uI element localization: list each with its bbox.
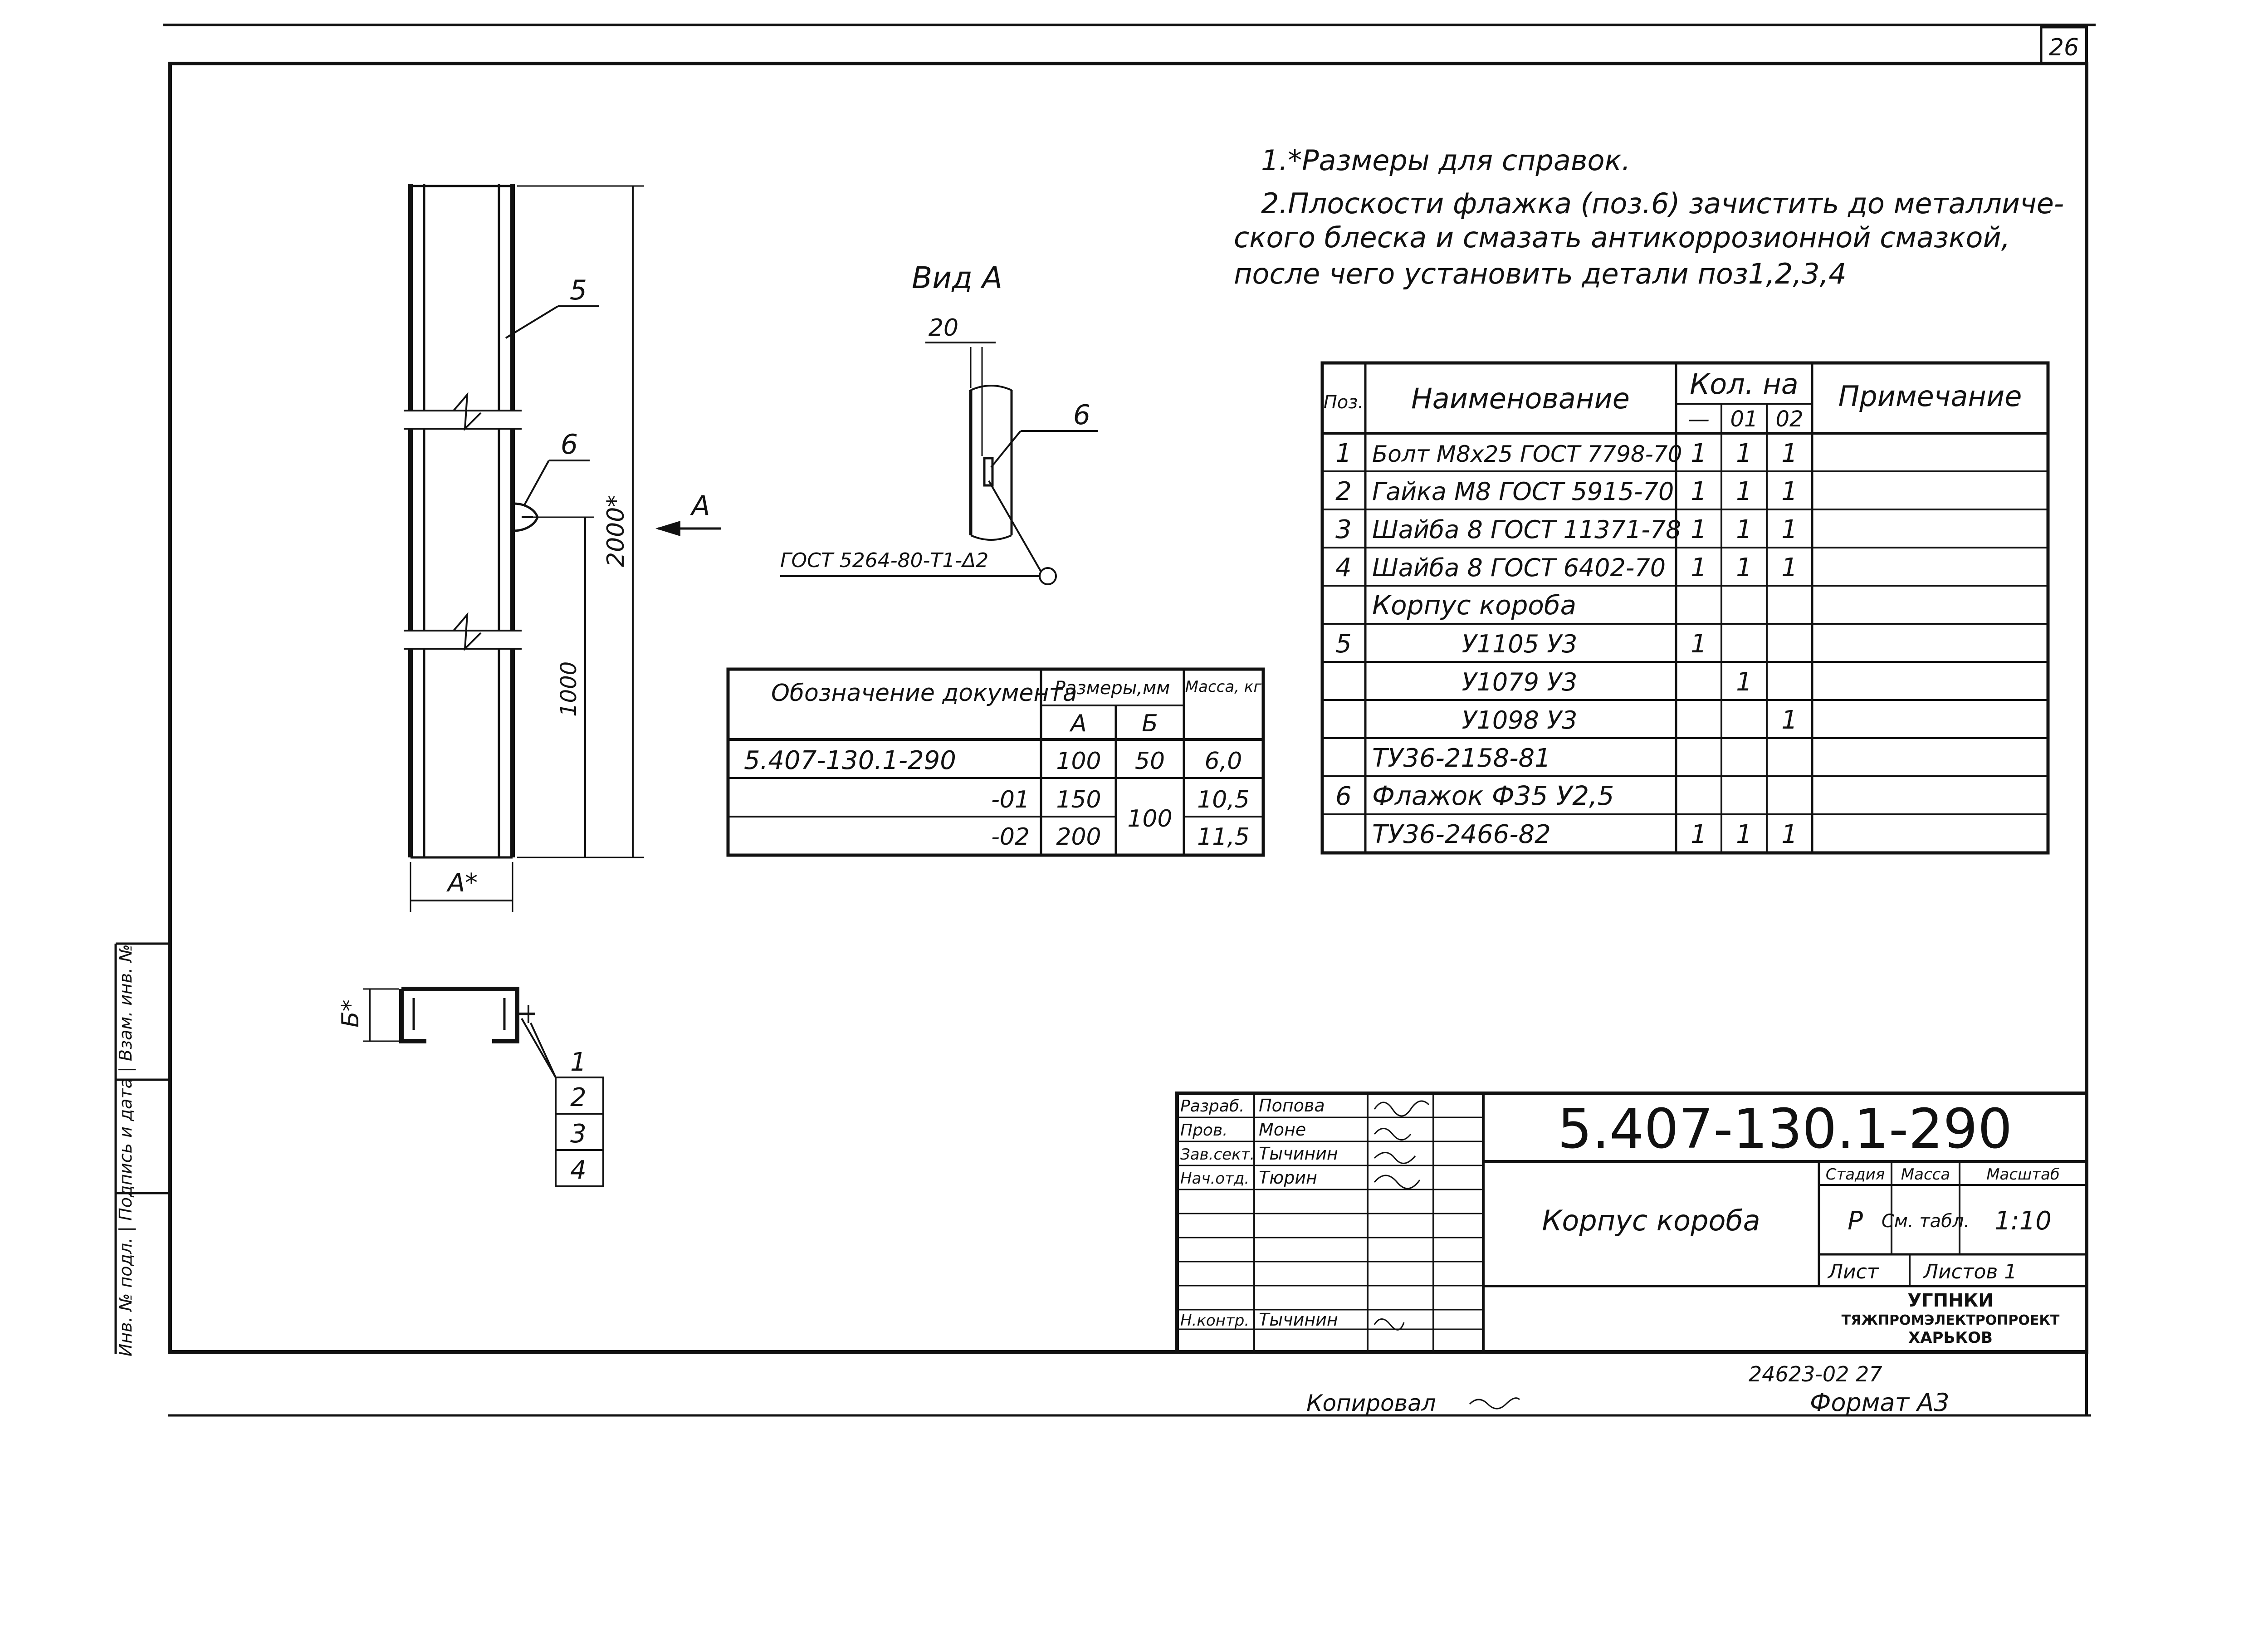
sign-role-4: Нач.отд. [1180, 1170, 1250, 1188]
size-row-3-designation: -02 [991, 823, 1030, 851]
sheets-label: Листов 1 [1923, 1260, 2017, 1283]
note-line-4: после чего установить детали поз1,2,3,4 [1234, 257, 1847, 290]
parts-pos-4: 4 [1335, 553, 1352, 582]
org-line-2: ТЯЖПРОМЭЛЕКТРОПРОЕКТ [1841, 1312, 2060, 1328]
parts-name-4: Шайба 8 ГОСТ 6402-70 [1372, 553, 1666, 582]
doc-number: 5.407-130.1-290 [1557, 1098, 2013, 1161]
size-row-3-a: 200 [1056, 823, 1101, 851]
callout-3: 3 [570, 1119, 587, 1149]
parts-name-5: Корпус короба [1372, 590, 1577, 621]
dim-1000: 1000 [556, 661, 582, 717]
note-line-2: 2.Плоскости флажка (поз.6) зачистить до металличе- [1261, 187, 2064, 220]
parts-h-qty-1: 01 [1730, 406, 1758, 432]
part-name: Корпус короба [1542, 1204, 1760, 1237]
sheet-label: Лист [1828, 1260, 1879, 1283]
parts-q2-1: 1 [1781, 439, 1798, 468]
parts-q1-7: 1 [1736, 667, 1752, 697]
dim-b: Б* [337, 999, 364, 1028]
section-view [337, 989, 603, 1186]
parts-name-6: У1105 У3 [1461, 630, 1578, 658]
parts-q2-4: 1 [1781, 553, 1798, 582]
view-a [780, 260, 1098, 584]
callout-4: 4 [570, 1155, 587, 1185]
sign-role-2: Пров. [1180, 1121, 1228, 1140]
sign-role-1: Разраб. [1180, 1097, 1245, 1116]
scale-value: 1:10 [1994, 1206, 2052, 1236]
parts-name-10: Флажок Ф35 У2,5 [1372, 780, 1614, 811]
parts-table [1322, 363, 2048, 853]
h-stage: Стадия [1825, 1165, 1885, 1184]
h-scale: Масштаб [1986, 1165, 2060, 1184]
parts-q1-11: 1 [1736, 820, 1752, 849]
org-line-3: ХАРЬКОВ [1908, 1329, 1993, 1347]
mass-value: См. табл. [1881, 1211, 1970, 1232]
view-a-dim: 20 [928, 314, 959, 342]
stage-value: Р [1848, 1206, 1863, 1236]
title-block [1177, 1093, 2087, 1352]
parts-pos-2: 2 [1335, 477, 1352, 506]
h-mass: Масса [1901, 1165, 1950, 1184]
parts-q1-2: 1 [1736, 477, 1752, 506]
side-margin-text: Инв. № подл. | Подпись и дата | Взам. инв. № [116, 944, 136, 1356]
sign-name-3: Тычинин [1259, 1144, 1338, 1164]
sign-role-5: Н.контр. [1180, 1312, 1250, 1330]
sign-name-4: Тюрин [1259, 1168, 1317, 1188]
parts-q2-3: 1 [1781, 515, 1798, 544]
parts-q2-2: 1 [1781, 477, 1798, 506]
parts-h-qty: Кол. на [1690, 367, 1799, 401]
size-row-2-mass: 10,5 [1197, 786, 1250, 813]
sign-role-3: Зав.сект. [1180, 1145, 1255, 1164]
size-row-2-designation: -01 [991, 786, 1030, 813]
callout-6: 6 [560, 429, 578, 460]
parts-q0-11: 1 [1691, 820, 1707, 849]
size-row-1-designation: 5.407-130.1-290 [744, 746, 956, 775]
parts-pos-1: 1 [1335, 439, 1352, 468]
format-label: Формат А3 [1810, 1388, 1950, 1417]
parts-q1-3: 1 [1736, 515, 1752, 544]
size-row-1-b: 50 [1134, 748, 1165, 775]
parts-h-pos: Поз. [1323, 392, 1364, 413]
size-row-1-a: 100 [1056, 748, 1101, 775]
parts-name-1: Болт М8х25 ГОСТ 7798-70 [1372, 441, 1682, 467]
parts-q1-4: 1 [1736, 553, 1752, 582]
sign-name-5: Тычинин [1259, 1310, 1338, 1330]
parts-q0-1: 1 [1691, 439, 1707, 468]
size-row-2-b: 100 [1127, 805, 1173, 832]
parts-pos-10: 6 [1335, 782, 1352, 811]
size-h-sizes: Размеры,мм [1054, 678, 1170, 699]
parts-h-qty-2: 02 [1775, 406, 1804, 432]
parts-q0-3: 1 [1691, 515, 1707, 544]
view-a-callout: 6 [1073, 399, 1091, 431]
size-h-mass: Масса, кг [1185, 678, 1262, 696]
size-h-a: А [1070, 710, 1087, 737]
sign-name-2: Моне [1259, 1120, 1306, 1140]
parts-q0-6: 1 [1691, 629, 1707, 659]
weld-label: ГОСТ 5264-80-Т1-Δ2 [780, 549, 989, 572]
callout-2: 2 [570, 1083, 587, 1112]
parts-q0-2: 1 [1691, 477, 1707, 506]
bottom-annotations [1306, 1362, 1950, 1417]
dim-2000: 2000* [602, 495, 630, 567]
parts-pos-3: 3 [1335, 515, 1352, 544]
size-row-1-mass: 6,0 [1204, 748, 1242, 775]
parts-q0-4: 1 [1691, 553, 1707, 582]
parts-h-note: Примечание [1838, 380, 2022, 413]
org-line-1: УГПНКИ [1907, 1290, 1994, 1311]
sign-name-1: Попова [1259, 1096, 1325, 1116]
view-a-title: Вид А [912, 260, 1002, 295]
dim-a: A* [447, 868, 478, 898]
stamp-number: 24623-02 27 [1749, 1362, 1882, 1386]
parts-name-9: ТУ36-2158-81 [1372, 744, 1551, 773]
notes [1234, 144, 2064, 290]
side-margin-stamp [116, 944, 170, 1356]
callout-1: 1 [570, 1048, 587, 1077]
parts-q2-11: 1 [1781, 820, 1798, 849]
view-arrow-label: A [691, 490, 710, 522]
note-line-1: 1.*Размеры для справок. [1261, 144, 1631, 177]
parts-q2-8: 1 [1781, 705, 1798, 735]
main-view [404, 184, 721, 912]
parts-name-7: У1079 У3 [1461, 668, 1578, 696]
size-row-3-mass: 11,5 [1197, 823, 1250, 851]
signature-marks [1374, 1101, 1429, 1330]
callout-5: 5 [569, 274, 587, 306]
size-h-designation: Обозначение документа [771, 680, 1077, 707]
parts-name-2: Гайка М8 ГОСТ 5915-70 [1372, 477, 1674, 506]
size-table [728, 669, 1263, 855]
parts-h-qty-0: — [1688, 406, 1710, 432]
note-line-3: ского блеска и смазать антикоррозионной смазкой, [1234, 221, 2010, 254]
size-h-b: Б [1142, 710, 1158, 737]
parts-name-8: У1098 У3 [1461, 706, 1578, 734]
parts-q1-1: 1 [1736, 439, 1752, 468]
parts-h-name: Наименование [1411, 382, 1630, 415]
parts-name-3: Шайба 8 ГОСТ 11371-78 [1372, 515, 1681, 544]
page-number: 26 [2048, 34, 2079, 61]
parts-name-11: ТУ36-2466-82 [1372, 820, 1551, 849]
parts-pos-6: 5 [1335, 629, 1352, 659]
size-row-2-a: 150 [1056, 786, 1101, 813]
copied-label: Копировал [1306, 1390, 1436, 1416]
